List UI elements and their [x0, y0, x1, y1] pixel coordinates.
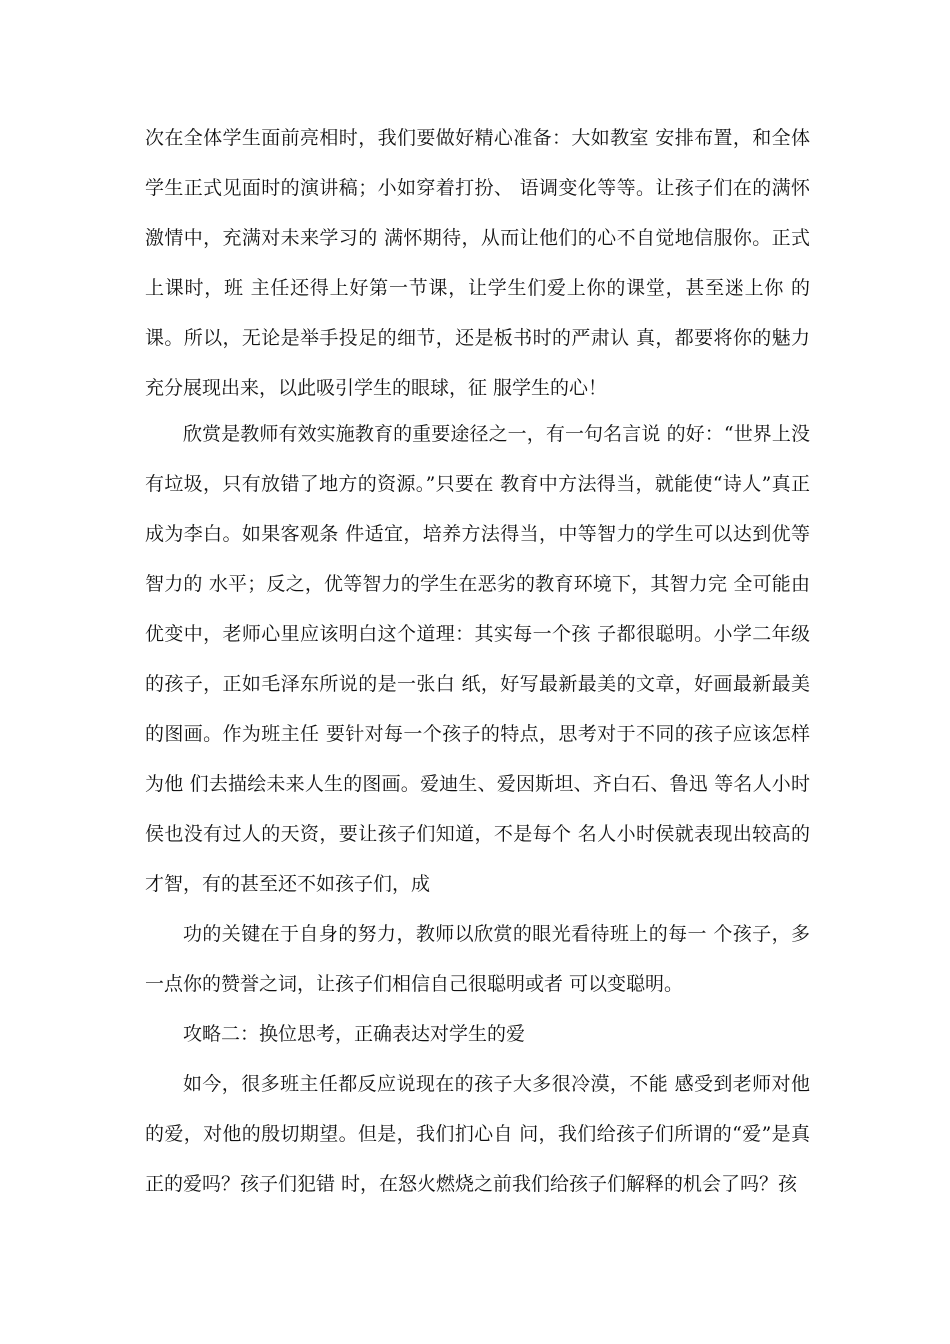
heading-text: 攻略二：换位思考，正确表达对学生的爱 — [183, 1023, 526, 1045]
paragraph-effort — [145, 909, 810, 1009]
paragraph-text: 欣赏是教师有效实施教育的重要途径之一，有一句名言说 的好：“世界上没有垃圾，只有放错了地方的资源。”只要在 教育中方法得当，就能使“诗人”真正成为李白。如果客观条 件适宜，培养方法得当，中等智力的学生可以达到优等智力的 水平；反之，优等智力的学生在恶劣的教育环境下，其智力完 全可能由优变中，老师心里应该明白这个道理：其实每一个孩 子都很聪明。小学二年级的孩子，正如毛泽东所说的是一张白 纸，好写最新最美的文章，好画最新最美的图画。作为班主任 要针对每一个孩子的特点，思考对于不同的孩子应该怎样为他 们去描绘未来人生的图画。爱迪生、爱因斯坦、齐白石、鲁迅 等名人小时侯也没有过人的天资，要让孩子们知道，不是每个 名人小时侯就表现出较高的才智，有的甚至还不如孩子们，成 — [145, 423, 810, 895]
paragraph-appreciation — [145, 409, 810, 909]
paragraph-text: 如今，很多班主任都反应说现在的孩子大多很冷漠，不能 感受到老师对他的爱，对他的殷切期望。但是，我们扪心自 问，我们给孩子们所谓的“爱”是真正的爱吗？孩子们犯错 时，在怒火燃烧之前我们给孩子们解释的机会了吗？孩 — [145, 1073, 810, 1195]
paragraph-empathy — [145, 1059, 810, 1209]
section-heading — [145, 1009, 810, 1059]
paragraph-text: 功的关键在于自身的努力，教师以欣赏的眼光看待班上的每一 个孩子，多一点你的赞誉之词，让孩子们相信自己很聪明或者 可以变聪明。 — [145, 923, 810, 995]
paragraph-text: 次在全体学生面前亮相时，我们要做好精心准备：大如教室 安排布置，和全体学生正式见面时的演讲稿；小如穿着打扮、 语调变化等等。让孩子们在的满怀激情中，充满对未来学习的 满怀期待，从而让他们的心不自觉地信服你。正式上课时，班 主任还得上好第一节课，让学生们爱上你的课堂，甚至迷上你 的课。所以，无论是举手投足的细节，还是板书时的严肃认 真，都要将你的魅力充分展现出来，以此吸引学生的眼球，征 服学生的心！ — [145, 127, 810, 399]
paragraph-continuation — [145, 113, 810, 413]
